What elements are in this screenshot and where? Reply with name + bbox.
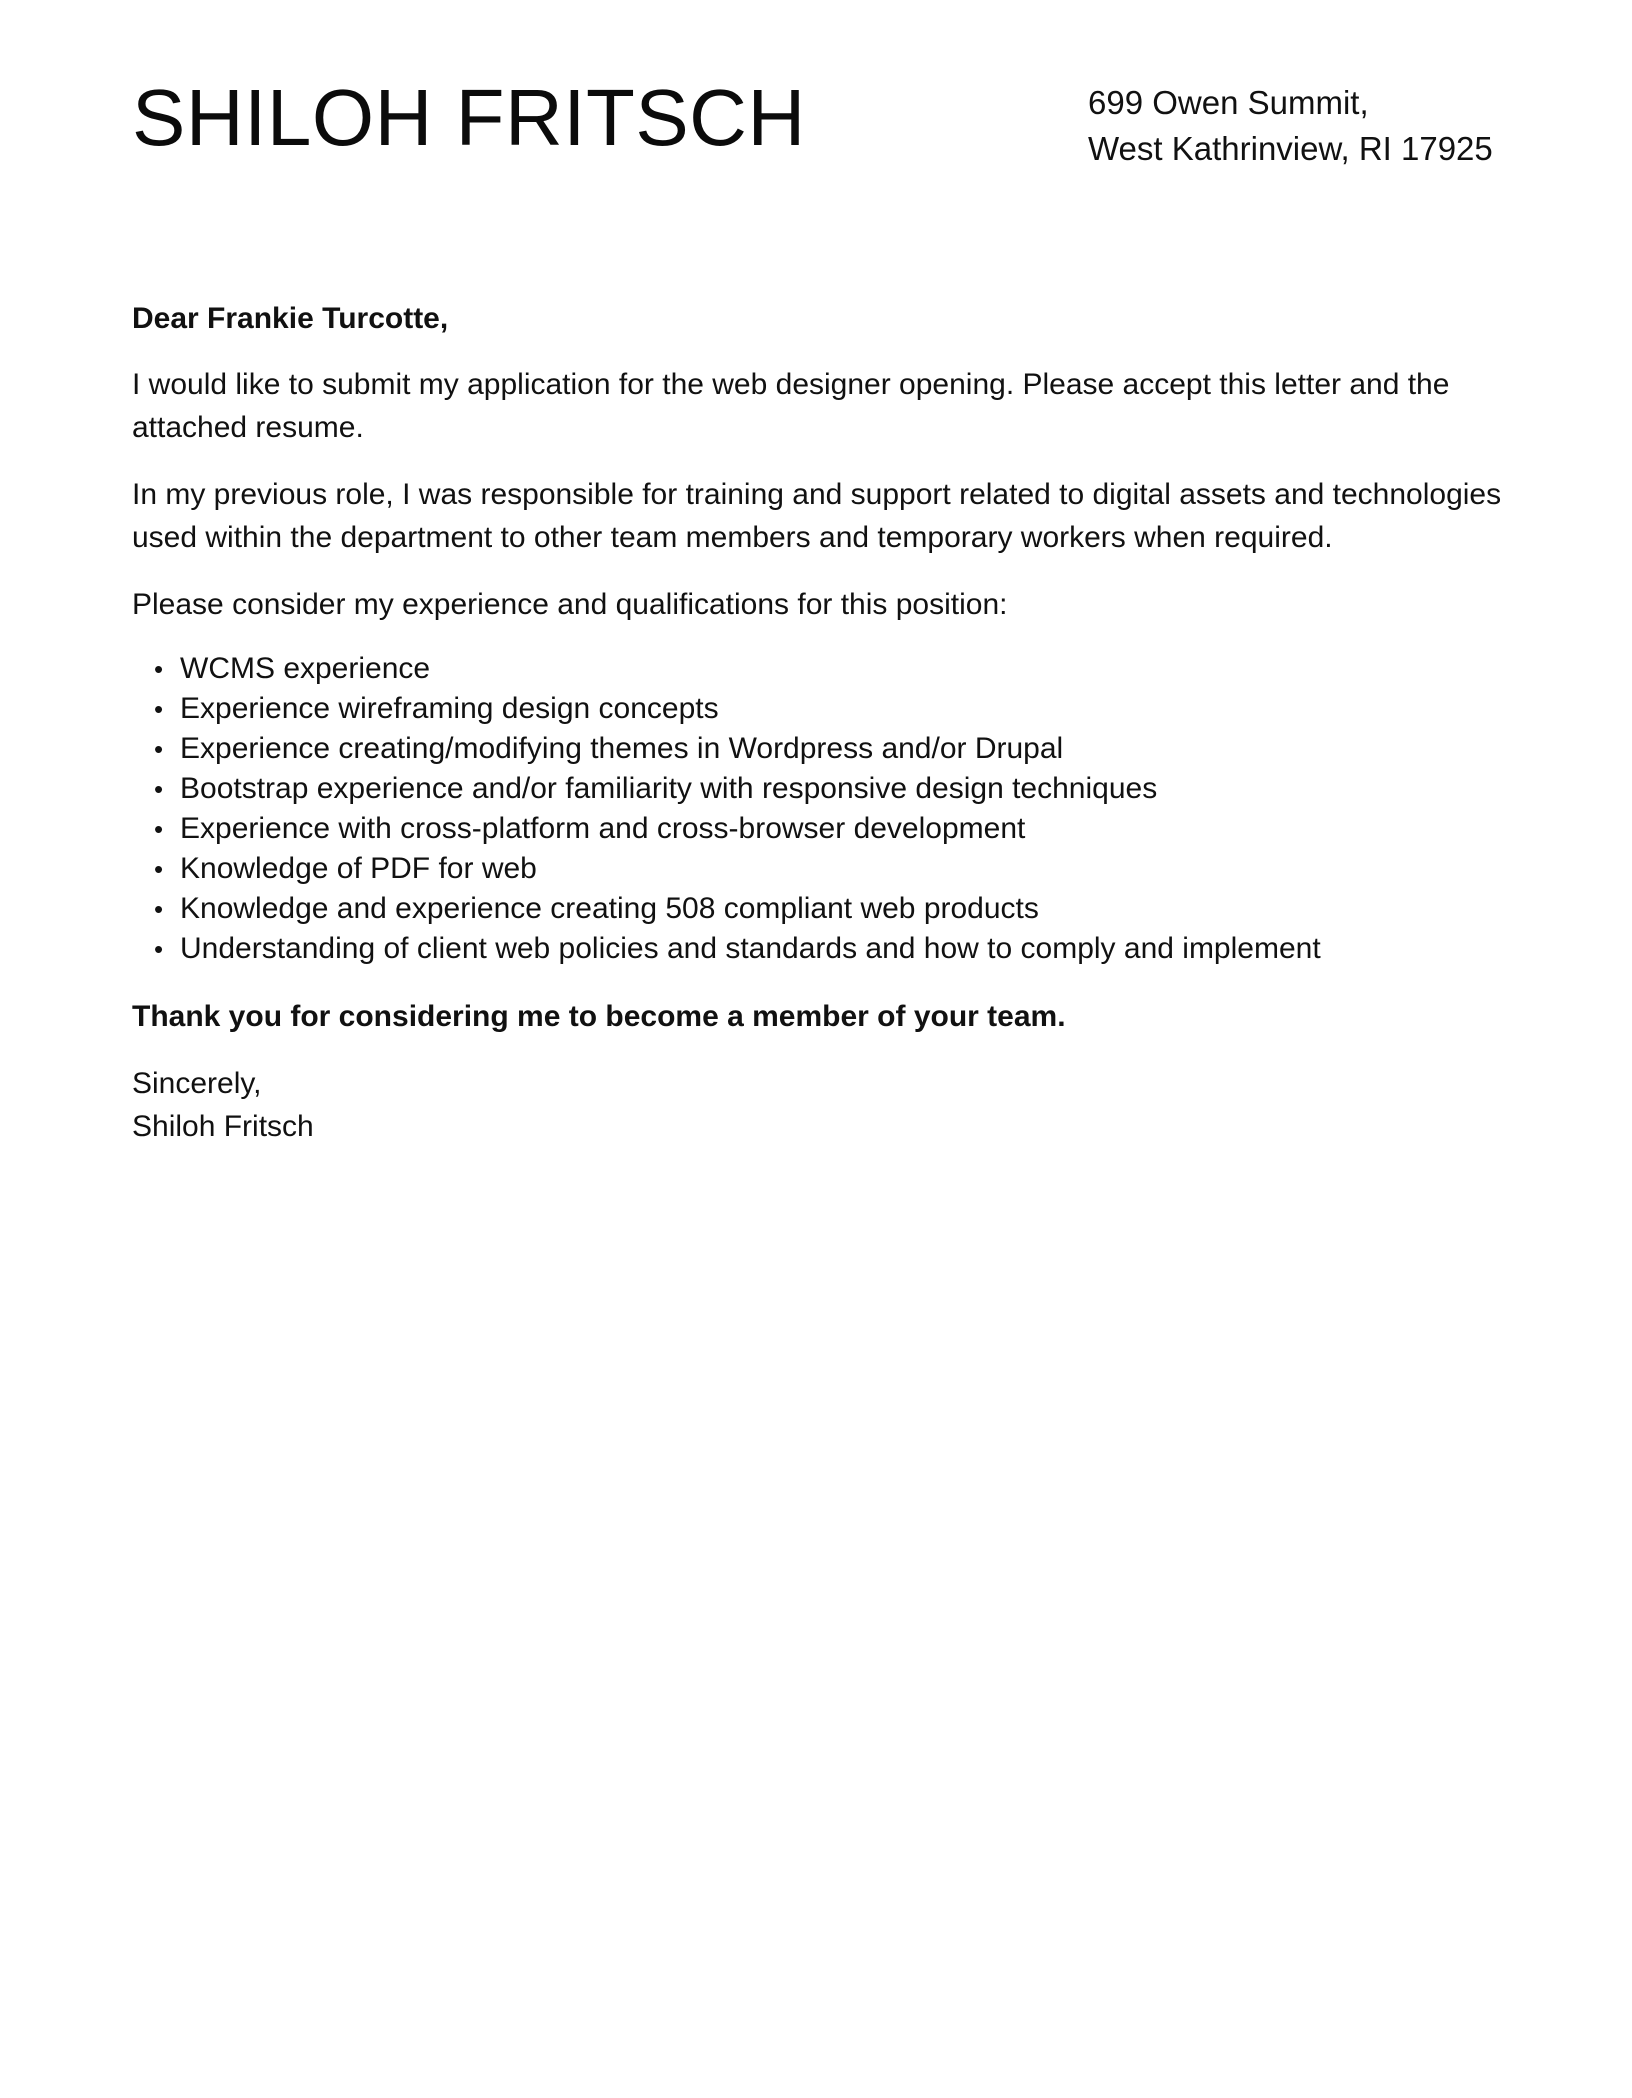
qualification-text: Experience creating/modifying themes in Wordpress and/or Drupal [180, 732, 1064, 765]
bullet-icon: • [154, 774, 164, 804]
signature-name: Shiloh Fritsch [132, 1110, 314, 1143]
qualifications-list [132, 649, 1502, 969]
qualification-text: Understanding of client web policies and standards and how to comply and implement [180, 932, 1321, 965]
list-item [132, 649, 1502, 689]
qualification-text: Knowledge of PDF for web [180, 852, 537, 885]
list-item [132, 729, 1502, 769]
salutation: Dear Frankie Turcotte, [132, 302, 449, 335]
closing-line: Thank you for considering me to become a member of your team. [132, 1000, 1066, 1033]
bullet-icon: • [154, 854, 164, 884]
qualification-text: Experience with cross-platform and cross-browser development [180, 812, 1026, 845]
list-item [132, 689, 1502, 729]
qualification-text: Experience wireframing design concepts [180, 692, 719, 725]
qualifications-intro: Please consider my experience and qualifications for this position: [132, 587, 1008, 621]
applicant-name: SHILOH FRITSCH [132, 73, 806, 162]
bullet-icon: • [154, 694, 164, 724]
intro-paragraph: I would like to submit my application for the web designer opening. Please accept this letter and the attached resume. [132, 367, 1450, 444]
valediction: Sincerely, [132, 1066, 262, 1100]
list-item [132, 769, 1502, 809]
qualification-text: Bootstrap experience and/or familiarity with responsive design techniques [180, 772, 1158, 805]
applicant-address [1088, 80, 1493, 172]
bullet-icon: • [154, 894, 164, 924]
qualification-text: Knowledge and experience creating 508 compliant web products [180, 892, 1039, 925]
list-item [132, 889, 1502, 929]
bullet-icon: • [154, 814, 164, 844]
list-item [132, 849, 1502, 889]
address-line-1: 699 Owen Summit, [1088, 84, 1369, 121]
qualification-text: WCMS experience [180, 652, 431, 685]
bullet-icon: • [154, 934, 164, 964]
address-line-2: West Kathrinview, RI 17925 [1088, 130, 1493, 167]
signoff [132, 1062, 1502, 1149]
letter-body [132, 297, 1502, 1149]
list-item [132, 929, 1502, 969]
list-item [132, 809, 1502, 849]
experience-paragraph: In my previous role, I was responsible for training and support related to digital assets and technologies used within the department to other team members and temporary workers when required. [132, 477, 1502, 554]
bullet-icon: • [154, 734, 164, 764]
bullet-icon: • [154, 654, 164, 684]
